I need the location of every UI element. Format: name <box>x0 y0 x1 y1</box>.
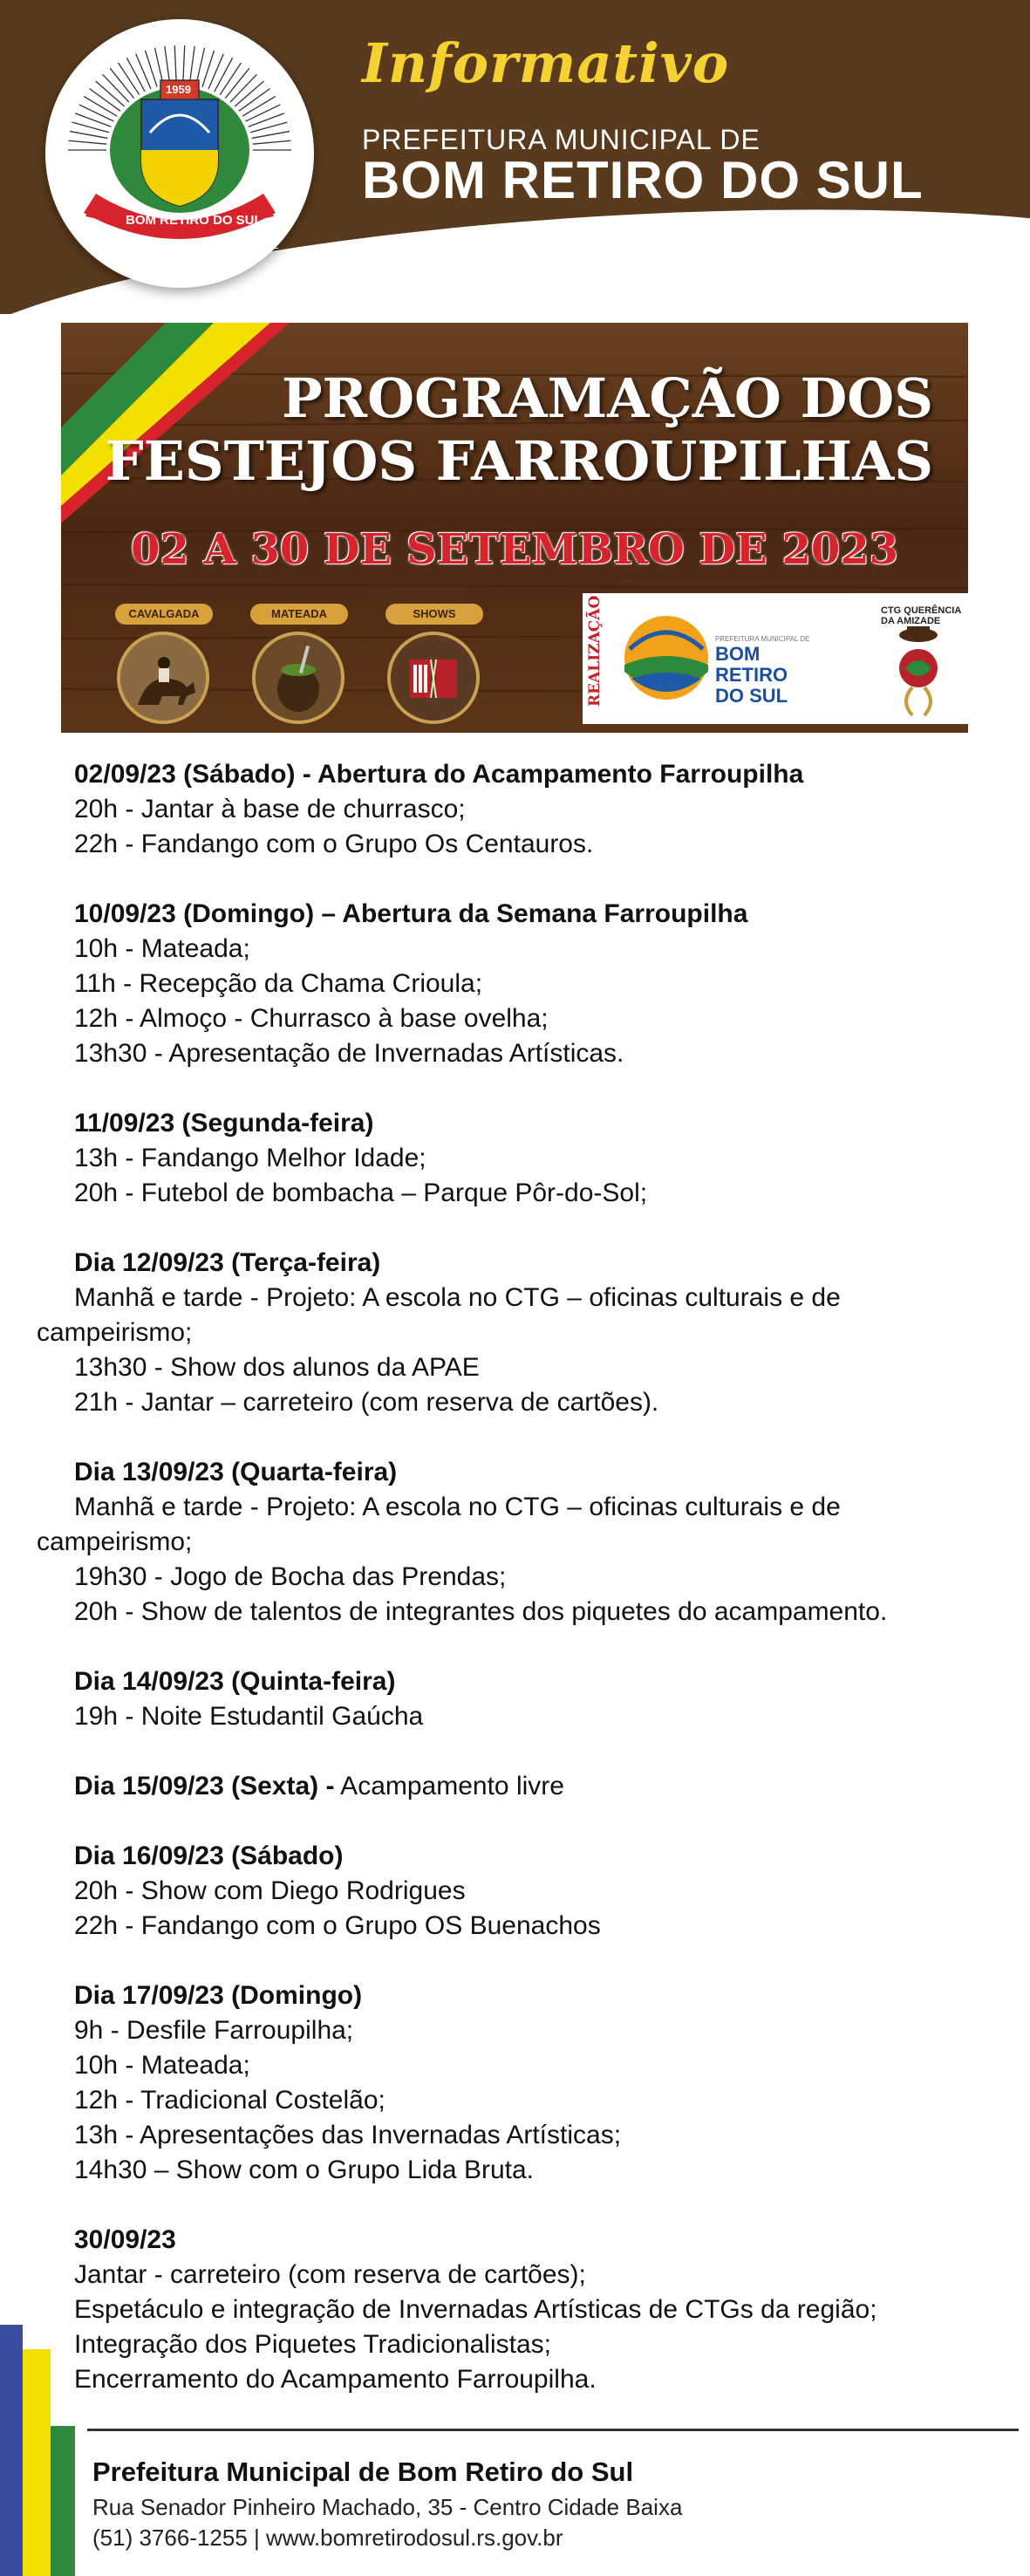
seal-year: 1959 <box>166 83 191 96</box>
header-title: Informativo <box>362 31 730 95</box>
activity-label: CAVALGADA <box>115 604 213 625</box>
realizacao-label: REALIZAÇÃO <box>586 595 604 707</box>
prefeitura-logo-text <box>715 635 809 707</box>
stripe-yellow <box>23 2349 51 2576</box>
day-heading-bold: Dia 15/09/23 (Sexta) - <box>74 1772 335 1800</box>
day-heading <box>37 757 996 792</box>
banner-dates: 02 A 30 DE SETEMBRO DE 2023 <box>130 525 899 574</box>
day-heading-bold: 02/09/23 (Sábado) - Abertura do Acampamento Farroupilha <box>74 760 804 789</box>
banner-title-line1: PROGRAMAÇÃO DOS <box>281 366 933 430</box>
activity-mateada <box>250 604 346 724</box>
activity-cavalgada <box>115 604 211 724</box>
stripe-green <box>51 2426 75 2576</box>
day-heading-bold: Dia 17/09/23 (Domingo) <box>74 1981 363 2010</box>
day-heading-bold: Dia 14/09/23 (Quinta-feira) <box>74 1667 396 1696</box>
seal-motto-left: UNIÃO <box>115 241 146 251</box>
schedule-day <box>37 1664 996 1734</box>
activity-label: MATEADA <box>250 604 348 625</box>
day-heading <box>37 1978 996 2013</box>
event-line: 20h - Jantar à base de churrasco; <box>74 795 466 823</box>
event-line: 22h - Fandango com o Grupo Os Centauros. <box>74 830 594 858</box>
header <box>0 0 1030 314</box>
event-line: 22h - Fandango com o Grupo OS Buenachos <box>74 1911 601 1940</box>
event-line: 13h30 - Show dos alunos da APAE <box>74 1353 480 1382</box>
event-line: 20h - Futebol de bombacha – Parque Pôr-do-Sol; <box>74 1179 648 1207</box>
schedule <box>37 757 996 2432</box>
header-city: BOM RETIRO DO SUL <box>362 151 924 209</box>
event-line: Encerramento do Acampamento Farroupilha. <box>74 2365 597 2394</box>
event-line: 20h - Show com Diego Rodrigues <box>74 1876 466 1905</box>
event-banner <box>61 323 968 733</box>
banner-title-line2: FESTEJOS FARROUPILHAS <box>105 429 933 493</box>
event-line: 11h - Recepção da Chama Crioula; <box>74 969 483 998</box>
event-line: Manhã e tarde - Projeto: A escola no CTG – oficinas culturais e de campeirismo; <box>37 1493 841 1556</box>
schedule-day <box>37 1769 996 1804</box>
schedule-day <box>37 1246 996 1420</box>
event-line: Jantar - carreteiro (com reserva de cartões); <box>74 2260 586 2289</box>
event-line: 21h - Jantar – carreteiro (com reserva de cartões). <box>74 1388 659 1417</box>
accordion-icon <box>387 632 480 724</box>
event-line: 9h - Desfile Farroupilha; <box>74 2016 354 2045</box>
event-line: 13h - Apresentações das Invernadas Artísticas; <box>74 2121 622 2149</box>
schedule-day <box>37 1978 996 2188</box>
schedule-day <box>37 757 996 862</box>
seal-motto-right: PROSPERIDADE <box>202 241 279 251</box>
municipal-seal <box>45 19 314 288</box>
activity-label: SHOWS <box>385 604 483 625</box>
day-heading <box>37 1839 996 1874</box>
day-heading <box>37 897 996 932</box>
event-line: 13h - Fandango Melhor Idade; <box>74 1144 426 1172</box>
event-line: 20h - Show de talentos de integrantes dos piquetes do acampamento. <box>74 1597 888 1626</box>
day-heading-bold: Dia 16/09/23 (Sábado) <box>74 1841 344 1870</box>
horse-rider-icon <box>117 632 209 724</box>
day-heading <box>37 1106 996 1141</box>
day-heading-bold: 30/09/23 <box>74 2225 176 2254</box>
schedule-day <box>37 1455 996 1630</box>
day-heading-bold: 11/09/23 (Segunda-feira) <box>74 1109 374 1138</box>
event-line: 12h - Almoço - Churrasco à base ovelha; <box>74 1004 549 1033</box>
schedule-day <box>37 897 996 1071</box>
event-line: 12h - Tradicional Costelão; <box>74 2086 385 2115</box>
day-heading <box>37 1769 996 1804</box>
ctg-logo-icon <box>888 623 949 719</box>
day-heading <box>37 1455 996 1490</box>
seal-ribbon: BOM RETIRO DO SUL <box>126 213 263 228</box>
schedule-day <box>37 1106 996 1211</box>
schedule-day <box>37 2223 996 2397</box>
event-line: 10h - Mateada; <box>74 934 250 963</box>
footer-name: Prefeitura Municipal de Bom Retiro do Sul <box>92 2456 634 2487</box>
day-heading <box>37 1664 996 1699</box>
day-heading-bold: 10/09/23 (Domingo) – Abertura da Semana Farroupilha <box>74 899 748 928</box>
event-line: Integração dos Piquetes Tradicionalistas; <box>74 2330 551 2359</box>
day-heading-bold: Dia 13/09/23 (Quarta-feira) <box>74 1458 398 1486</box>
day-heading <box>37 2223 996 2258</box>
realizacao-box <box>583 593 968 724</box>
footer-address: Rua Senador Pinheiro Machado, 35 - Centro Cidade Baixa <box>92 2494 683 2520</box>
logo-name-line2: RETIRO <box>715 664 788 686</box>
day-heading-bold: Dia 12/09/23 (Terça-feira) <box>74 1248 381 1277</box>
event-line: 13h30 - Apresentação de Invernadas Artísticas. <box>74 1039 624 1068</box>
logo-name-line1: BOM <box>715 643 761 665</box>
day-heading-rest: Acampamento livre <box>334 1772 564 1800</box>
logo-name-line3: DO SUL <box>715 685 788 707</box>
day-heading <box>37 1246 996 1281</box>
activity-shows <box>385 604 481 724</box>
chimarrao-icon <box>252 632 344 724</box>
event-line: 19h30 - Jogo de Bocha das Prendas; <box>74 1562 507 1591</box>
ctg-name: CTG QUERÊNCIA DA AMIZADE <box>881 605 961 626</box>
footer-contact: (51) 3766-1255 | www.bomretirodosul.rs.gov.br <box>92 2525 563 2551</box>
footer-divider <box>87 2429 1019 2431</box>
event-line: Espetáculo e integração de Invernadas Artísticas de CTGs da região; <box>74 2295 877 2324</box>
event-line: 19h - Noite Estudantil Gaúcha <box>74 1702 424 1731</box>
event-line: 10h - Mateada; <box>74 2051 250 2080</box>
event-line: 14h30 – Show com o Grupo Lida Bruta. <box>74 2156 534 2184</box>
stripe-blue <box>0 2325 23 2576</box>
header-subtitle: PREFEITURA MUNICIPAL DE <box>362 124 761 155</box>
event-line: Manhã e tarde - Projeto: A escola no CTG – oficinas culturais e de campeirismo; <box>37 1283 841 1347</box>
logo-small-text: PREFEITURA MUNICIPAL DE <box>715 635 810 643</box>
schedule-day <box>37 1839 996 1944</box>
prefeitura-logo-icon <box>623 614 710 701</box>
